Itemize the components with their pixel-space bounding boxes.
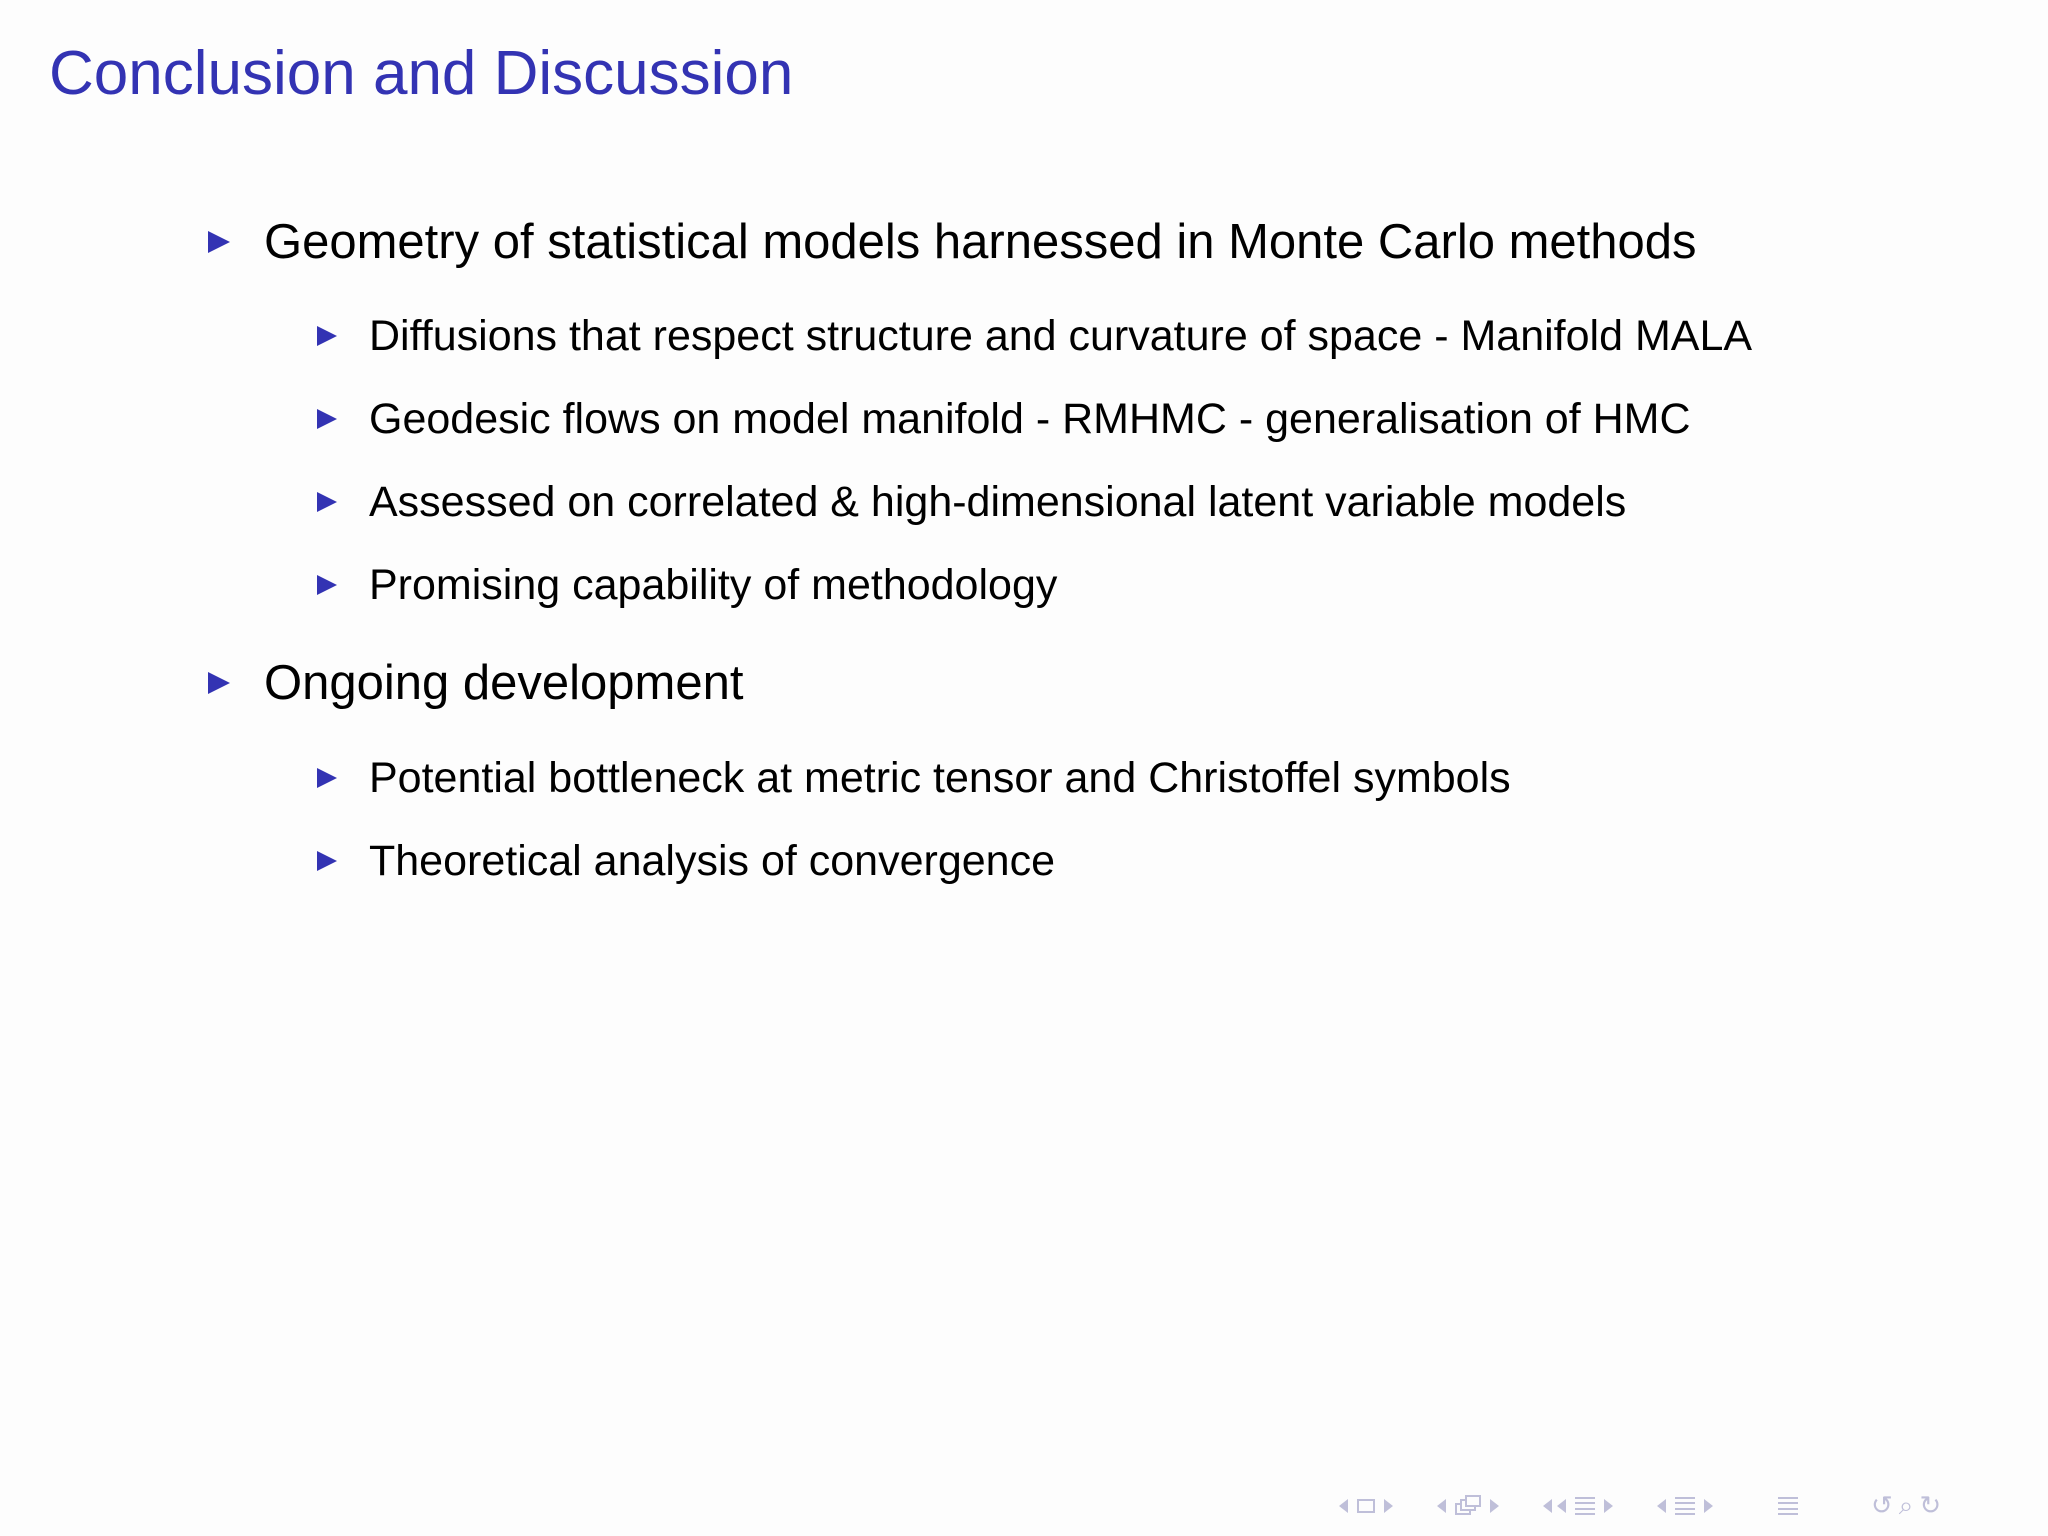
search-icon[interactable]: ⌕	[1898, 1491, 1914, 1521]
subsection-forward-icon[interactable]	[1490, 1499, 1499, 1513]
sub-list-item-text: Geodesic flows on model manifold - RMHMC - generalisation of HMC	[369, 395, 1691, 443]
sub-list-item-text: Diffusions that respect structure and curvature of space - Manifold MALA	[369, 312, 1753, 360]
subsection-back-icon[interactable]	[1437, 1499, 1446, 1513]
list-item	[264, 212, 1697, 272]
back-search-icon[interactable]: ↺	[1871, 1491, 1893, 1521]
sub-list-item-text: Promising capability of methodology	[369, 561, 1058, 609]
bullet-triangle-icon	[317, 393, 339, 445]
section-back-icon[interactable]	[1543, 1499, 1552, 1513]
list-item-text: Ongoing development	[264, 656, 744, 710]
frame-nav	[1330, 1499, 1402, 1513]
document-back-icon[interactable]	[1657, 1499, 1666, 1513]
document-icon[interactable]	[1675, 1495, 1695, 1517]
section-icon[interactable]	[1575, 1495, 1595, 1517]
bullet-triangle-icon	[317, 476, 339, 528]
section-forward-icon[interactable]	[1604, 1499, 1613, 1513]
align-nav	[1778, 1495, 1798, 1517]
bullet-triangle-icon	[208, 653, 234, 713]
sub-list-item	[369, 835, 1055, 887]
frame-icon[interactable]	[1357, 1499, 1375, 1513]
subsection-nav	[1428, 1495, 1508, 1517]
forward-search-icon[interactable]: ↻	[1919, 1491, 1942, 1521]
bullet-triangle-icon	[317, 310, 339, 362]
sub-list-item	[369, 559, 1057, 611]
frame-back-icon[interactable]	[1339, 1499, 1348, 1513]
sub-list-item	[369, 476, 1626, 528]
bullet-triangle-icon	[317, 559, 339, 611]
frame-forward-icon[interactable]	[1384, 1499, 1393, 1513]
slide-title: Conclusion and Discussion	[49, 39, 794, 108]
bullet-triangle-icon	[317, 752, 339, 804]
navigation-bar	[1330, 1488, 1970, 1524]
subsection-icon[interactable]	[1455, 1495, 1481, 1517]
bullet-triangle-icon	[208, 212, 234, 272]
sub-list-item	[369, 752, 1511, 804]
sub-list-item-text: Theoretical analysis of convergence	[369, 837, 1055, 885]
sub-list-item-text: Assessed on correlated & high-dimensional latent variable models	[369, 478, 1627, 526]
sub-list-item	[369, 393, 1691, 445]
document-forward-icon[interactable]	[1704, 1499, 1713, 1513]
section-back-icon[interactable]	[1557, 1499, 1566, 1513]
sub-list-item-text: Potential bottleneck at metric tensor and Christoffel symbols	[369, 754, 1511, 802]
section-nav	[1534, 1495, 1622, 1517]
list-item	[264, 653, 743, 713]
sub-list-item	[369, 310, 1752, 362]
search-nav	[1868, 1491, 1944, 1521]
list-item-text: Geometry of statistical models harnessed in Monte Carlo methods	[264, 215, 1697, 269]
align-icon[interactable]	[1778, 1495, 1798, 1517]
bullet-triangle-icon	[317, 835, 339, 887]
document-nav	[1648, 1495, 1722, 1517]
